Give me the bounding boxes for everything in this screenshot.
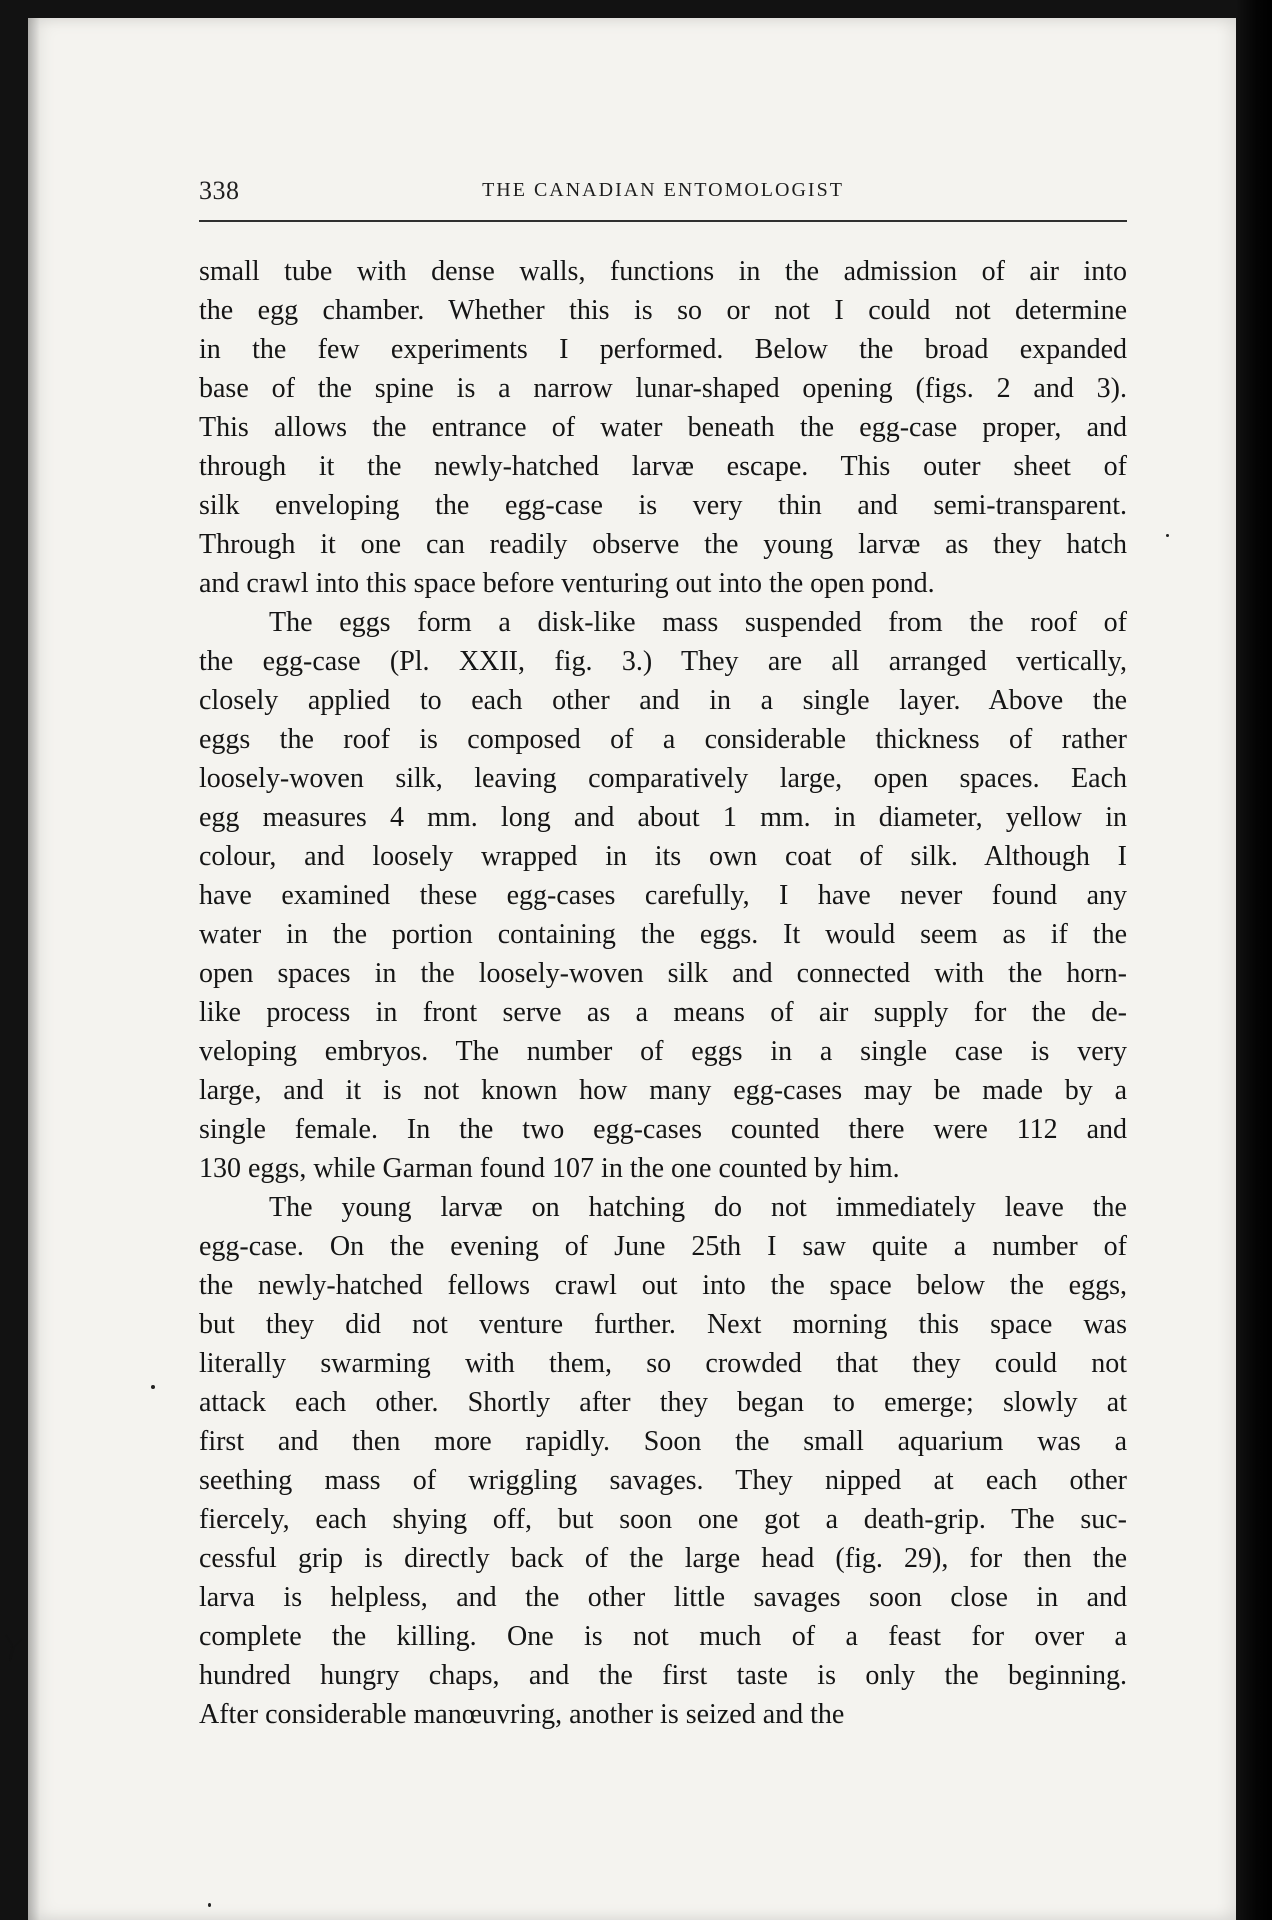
text-line: colour, and loosely wrapped in its own coat of silk. Although I: [199, 841, 1127, 872]
text-line: small tube with dense walls, functions in the admission of air into: [199, 256, 1127, 287]
text-line: fiercely, each shying off, but soon one got a death-grip. The suc-: [199, 1504, 1127, 1535]
text-line: base of the spine is a narrow lunar-shaped opening (figs. 2 and 3).: [199, 373, 1127, 404]
text-line: 130 eggs, while Garman found 107 in the one counted by him.: [199, 1153, 900, 1184]
text-line: have examined these egg-cases carefully, I have never found any: [199, 880, 1127, 911]
text-line: The young larvæ on hatching do not immediately leave the: [269, 1192, 1127, 1223]
body-text: [199, 252, 1127, 1734]
header-rule: [199, 220, 1127, 222]
scan-edge-shadow: [1236, 0, 1272, 1920]
text-line: closely applied to each other and in a single layer. Above the: [199, 685, 1127, 716]
text-line: seething mass of wriggling savages. They nipped at each other: [199, 1465, 1127, 1496]
text-line: This allows the entrance of water beneath the egg-case proper, and: [199, 412, 1127, 443]
text-line: veloping embryos. The number of eggs in a single case is very: [199, 1036, 1127, 1067]
text-line: in the few experiments I performed. Below the broad expanded: [199, 334, 1127, 365]
running-title: THE CANADIAN ENTOMOLOGIST: [482, 179, 844, 201]
text-line: literally swarming with them, so crowded that they could not: [199, 1348, 1127, 1379]
text-line: larva is helpless, and the other little savages soon close in and: [199, 1582, 1127, 1613]
text-line: single female. In the two egg-cases counted there were 112 and: [199, 1114, 1127, 1145]
page-gutter-shadow: [28, 18, 40, 1920]
text-line: cessful grip is directly back of the large head (fig. 29), for then the: [199, 1543, 1127, 1574]
text-line: through it the newly-hatched larvæ escape. This outer sheet of: [199, 451, 1127, 482]
text-line: loosely-woven silk, leaving comparatively large, open spaces. Each: [199, 763, 1127, 794]
text-line: The eggs form a disk-like mass suspended from the roof of: [269, 607, 1127, 638]
text-line: silk enveloping the egg-case is very thin and semi-transparent.: [199, 490, 1127, 521]
page-header: [199, 176, 1127, 216]
text-line: Through it one can readily observe the young larvæ as they hatch: [199, 529, 1127, 560]
text-line: large, and it is not known how many egg-cases may be made by a: [199, 1075, 1127, 1106]
scan-speck: [1166, 534, 1169, 537]
text-line: hundred hungry chaps, and the first taste is only the beginning.: [199, 1660, 1127, 1691]
text-line: egg measures 4 mm. long and about 1 mm. in diameter, yellow in: [199, 802, 1127, 833]
text-line: attack each other. Shortly after they began to emerge; slowly at: [199, 1387, 1127, 1418]
text-line: complete the killing. One is not much of a feast for over a: [199, 1621, 1127, 1652]
scan-speck: [151, 1385, 155, 1389]
text-line: the newly-hatched fellows crawl out into the space below the eggs,: [199, 1270, 1127, 1301]
text-line: water in the portion containing the eggs. It would seem as if the: [199, 919, 1127, 950]
text-line: but they did not venture further. Next morning this space was: [199, 1309, 1127, 1340]
text-line: like process in front serve as a means of air supply for the de-: [199, 997, 1127, 1028]
text-line: eggs the roof is composed of a considerable thickness of rather: [199, 724, 1127, 755]
scan-speck: [208, 1903, 211, 1907]
text-line: the egg chamber. Whether this is so or not I could not determine: [199, 295, 1127, 326]
text-line: and crawl into this space before venturing out into the open pond.: [199, 568, 935, 599]
text-line: After considerable manœuvring, another is seized and the: [199, 1699, 845, 1730]
text-line: open spaces in the loosely-woven silk and connected with the horn-: [199, 958, 1127, 989]
scan-mark: [4, 1633, 24, 1663]
text-line: first and then more rapidly. Soon the small aquarium was a: [199, 1426, 1127, 1457]
text-line: egg-case. On the evening of June 25th I saw quite a number of: [199, 1231, 1127, 1262]
text-line: the egg-case (Pl. XXII, fig. 3.) They are all arranged vertically,: [199, 646, 1127, 677]
page-number: 338: [199, 176, 240, 205]
